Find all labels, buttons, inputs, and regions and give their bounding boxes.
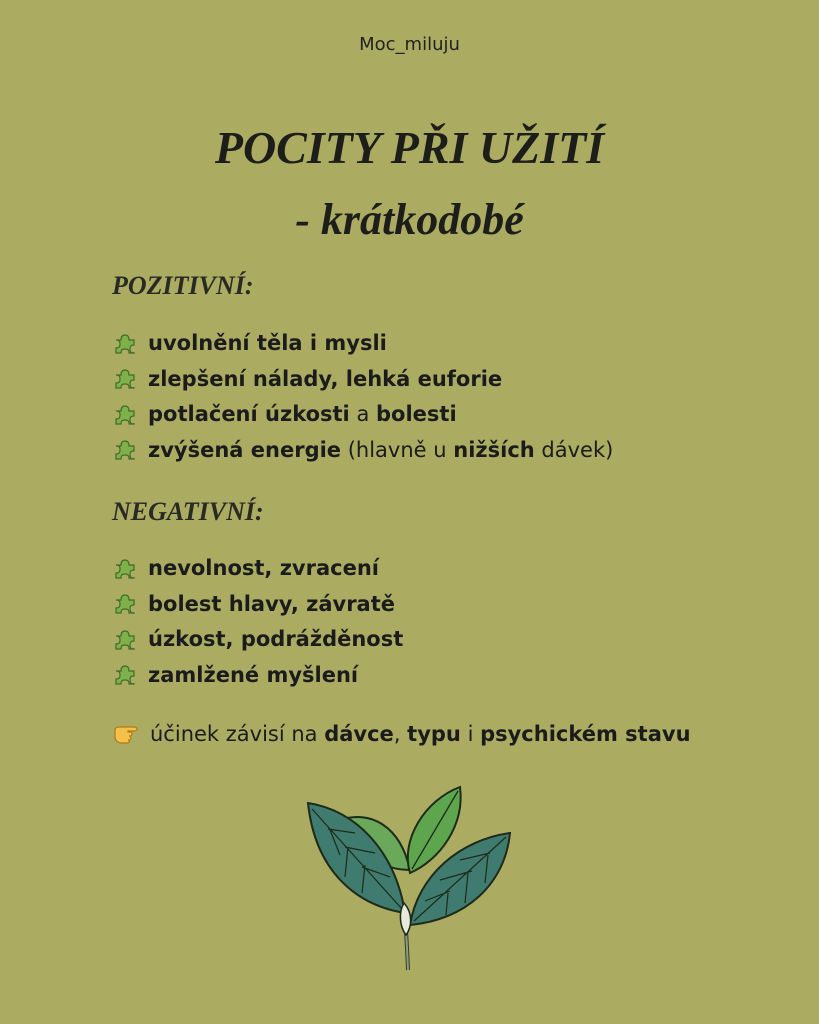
pointing-hand-icon bbox=[112, 720, 142, 746]
leaves-icon bbox=[300, 785, 520, 980]
item-text: uvolnění těla i mysli bbox=[148, 331, 387, 355]
puzzle-piece-icon bbox=[112, 556, 138, 582]
page-subtitle: - krátkodobé bbox=[295, 195, 524, 244]
list-item bbox=[112, 326, 613, 362]
list-item bbox=[112, 433, 613, 469]
note-text: i bbox=[460, 722, 481, 746]
list-item bbox=[112, 658, 403, 694]
dose-note bbox=[112, 716, 712, 752]
item-text: zamlžené myšlení bbox=[148, 662, 359, 687]
puzzle-piece-icon bbox=[112, 402, 138, 428]
item-text: dávek) bbox=[534, 437, 614, 462]
item-text: (hlavně u bbox=[341, 437, 454, 462]
item-text: bolest hlavy, závratě bbox=[148, 591, 395, 616]
note-text: psychickém stavu bbox=[480, 722, 691, 746]
item-text: zlepšení nálady, lehká euforie bbox=[148, 366, 503, 391]
list-item bbox=[112, 362, 613, 398]
page-title: POCITY PŘI UŽITÍ bbox=[214, 122, 605, 173]
puzzle-piece-icon bbox=[112, 662, 138, 688]
puzzle-piece-icon bbox=[112, 331, 138, 357]
positive-heading: POZITIVNÍ: bbox=[112, 271, 254, 300]
puzzle-piece-icon bbox=[112, 366, 138, 392]
list-item bbox=[112, 397, 613, 433]
puzzle-piece-icon bbox=[112, 627, 138, 653]
note-text: dávce bbox=[324, 722, 394, 746]
list-item bbox=[112, 587, 403, 623]
item-text: úzkost, podrážděnost bbox=[148, 627, 404, 651]
item-text: potlačení úzkosti bbox=[148, 402, 350, 426]
negative-list bbox=[112, 551, 403, 693]
negative-heading: NEGATIVNÍ: bbox=[112, 497, 264, 526]
list-item bbox=[112, 551, 403, 587]
item-text: bolesti bbox=[376, 402, 457, 426]
item-text: nižších bbox=[453, 437, 535, 462]
note-text: účinek závisí na bbox=[150, 722, 325, 746]
list-item bbox=[112, 622, 403, 658]
note-text: typu bbox=[407, 722, 461, 746]
puzzle-piece-icon bbox=[112, 437, 138, 463]
item-text: nevolnost, zvracení bbox=[148, 556, 379, 580]
positive-list bbox=[112, 326, 613, 468]
account-handle: Moc_miluju bbox=[359, 34, 460, 55]
puzzle-piece-icon bbox=[112, 591, 138, 617]
item-text: a bbox=[349, 402, 376, 426]
note-text: , bbox=[393, 722, 408, 746]
item-text: zvýšená energie bbox=[148, 437, 342, 462]
